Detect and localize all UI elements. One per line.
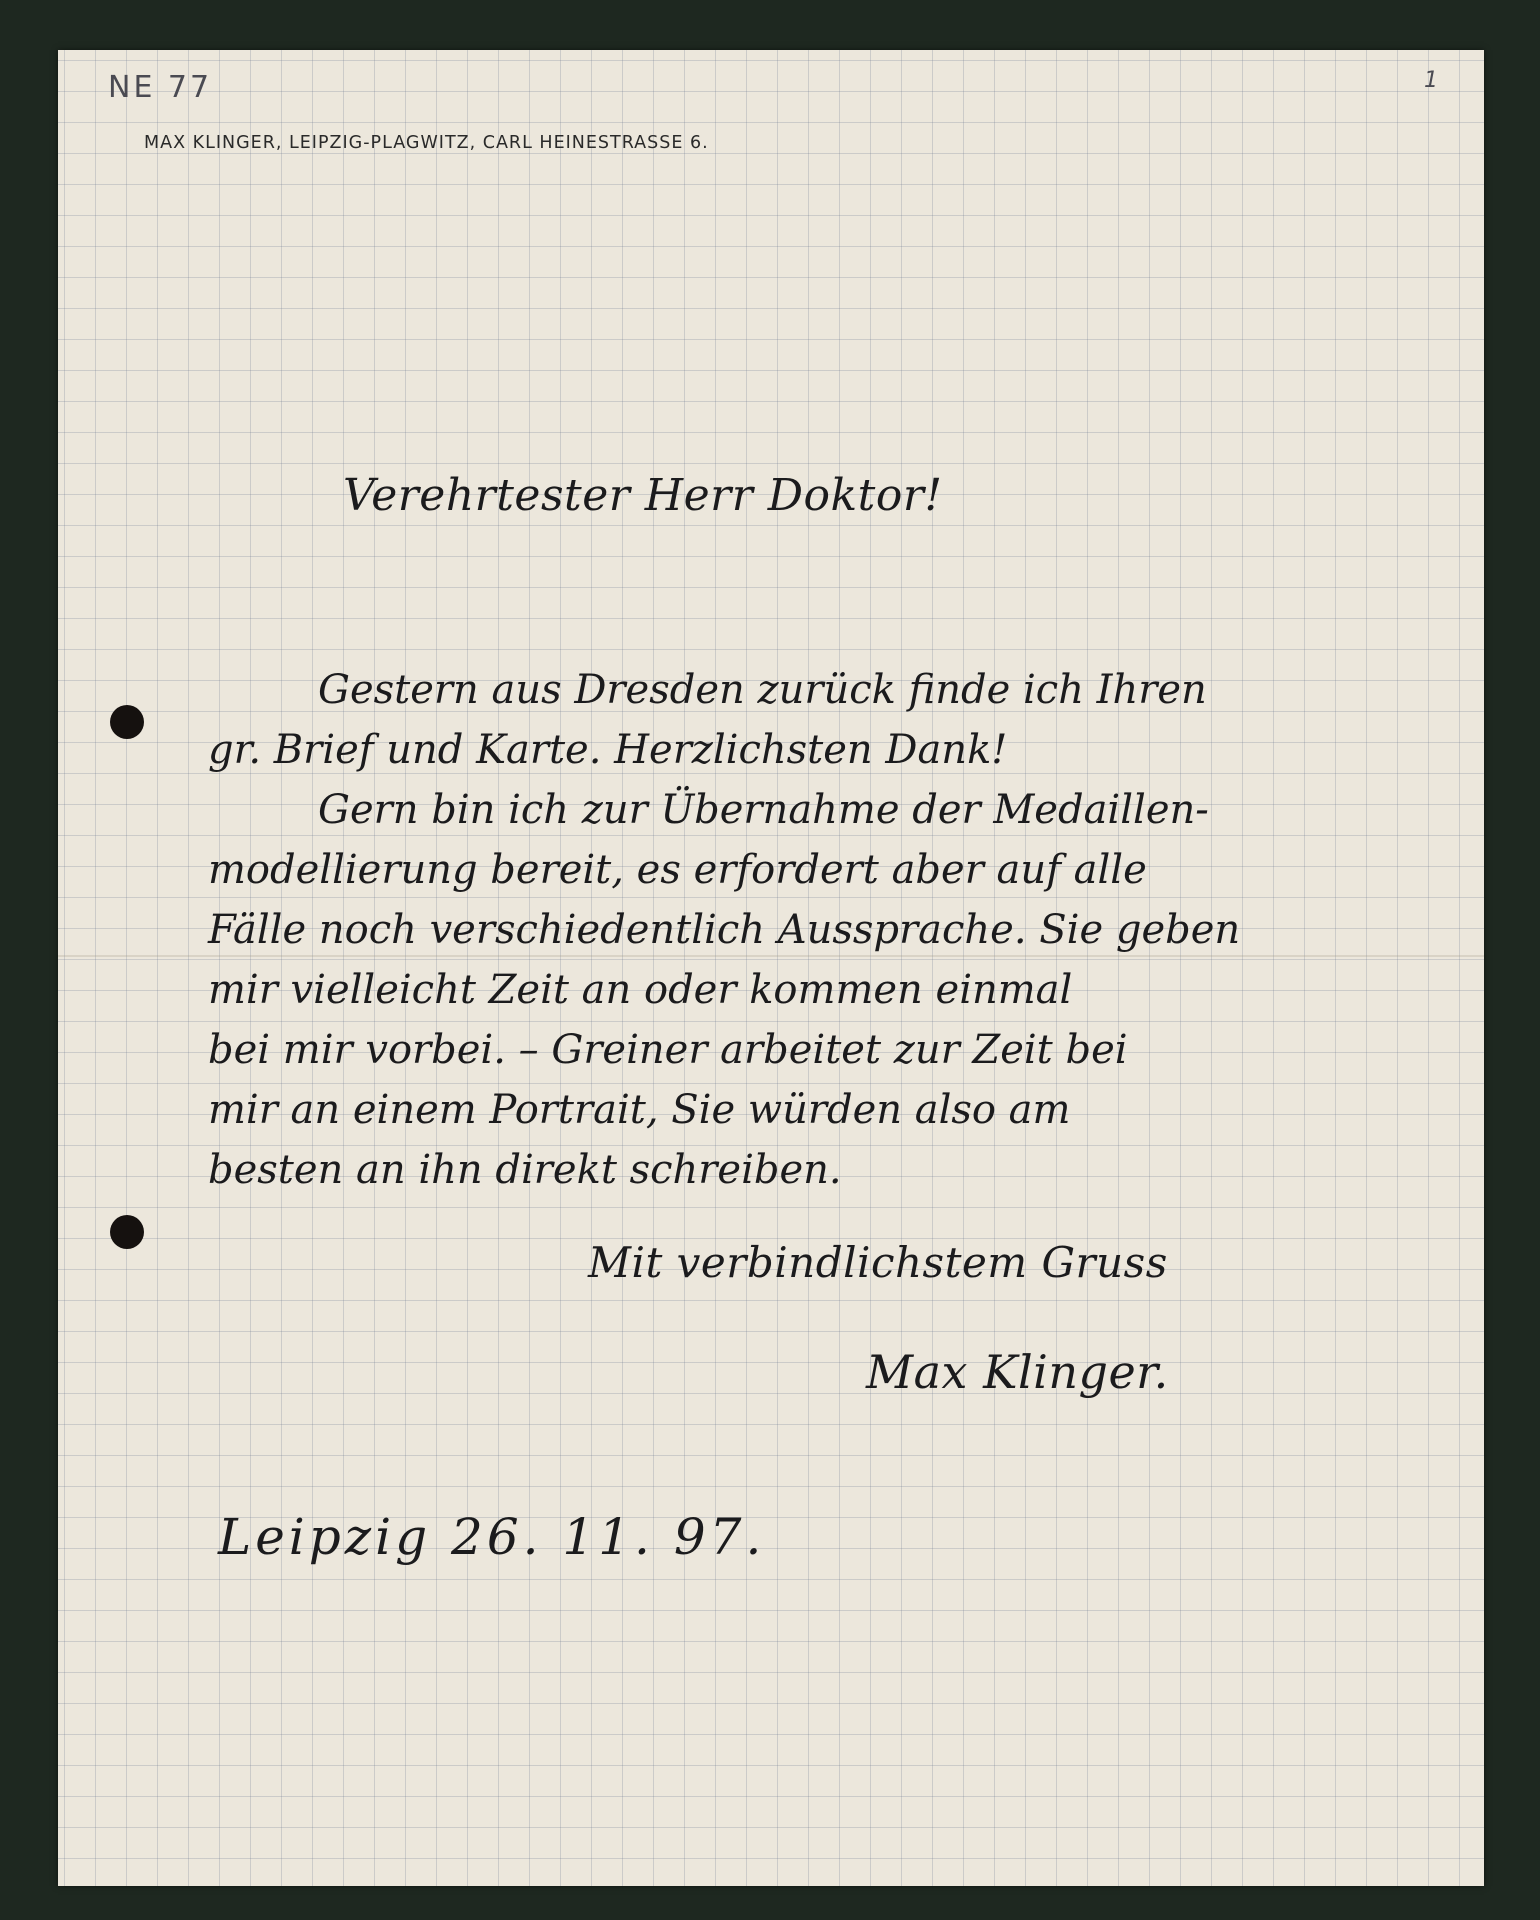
salutation: Verehrtester Herr Doktor! [343,470,943,521]
body-line: bei mir vorbei. – Greiner arbeitet zur Zeit bei [208,1027,1128,1073]
page-number: 1 [1424,68,1438,93]
body-line: besten an ihn direkt schreiben. [208,1147,842,1193]
body-line: gr. Brief und Karte. Herzlichsten Dank! [208,727,1008,773]
letter-body [208,660,1398,1200]
letter-sheet [58,50,1484,1886]
body-line: Gestern aus Dresden zurück finde ich Ihren [318,667,1207,713]
punch-hole [110,1215,144,1249]
body-line: Gern bin ich zur Übernahme der Medaillen- [318,787,1209,833]
letterhead: MAX KLINGER, LEIPZIG-PLAGWITZ, CARL HEINESTRASSE 6. [144,133,709,153]
archive-mark: NE 77 [108,70,213,105]
signature: Max Klinger. [866,1345,1169,1399]
body-line: mir an einem Portrait, Sie würden also am [208,1087,1071,1133]
closing: Mit verbindlichstem Gruss [588,1238,1168,1287]
body-line: modellierung bereit, es erfordert aber auf alle [208,847,1147,893]
body-line: Fälle noch verschiedentlich Aussprache. Sie geben [208,907,1241,953]
place-date: Leipzig 26. 11. 97. [218,1508,766,1566]
punch-hole [110,705,144,739]
body-line: mir vielleicht Zeit an oder kommen einmal [208,967,1073,1013]
